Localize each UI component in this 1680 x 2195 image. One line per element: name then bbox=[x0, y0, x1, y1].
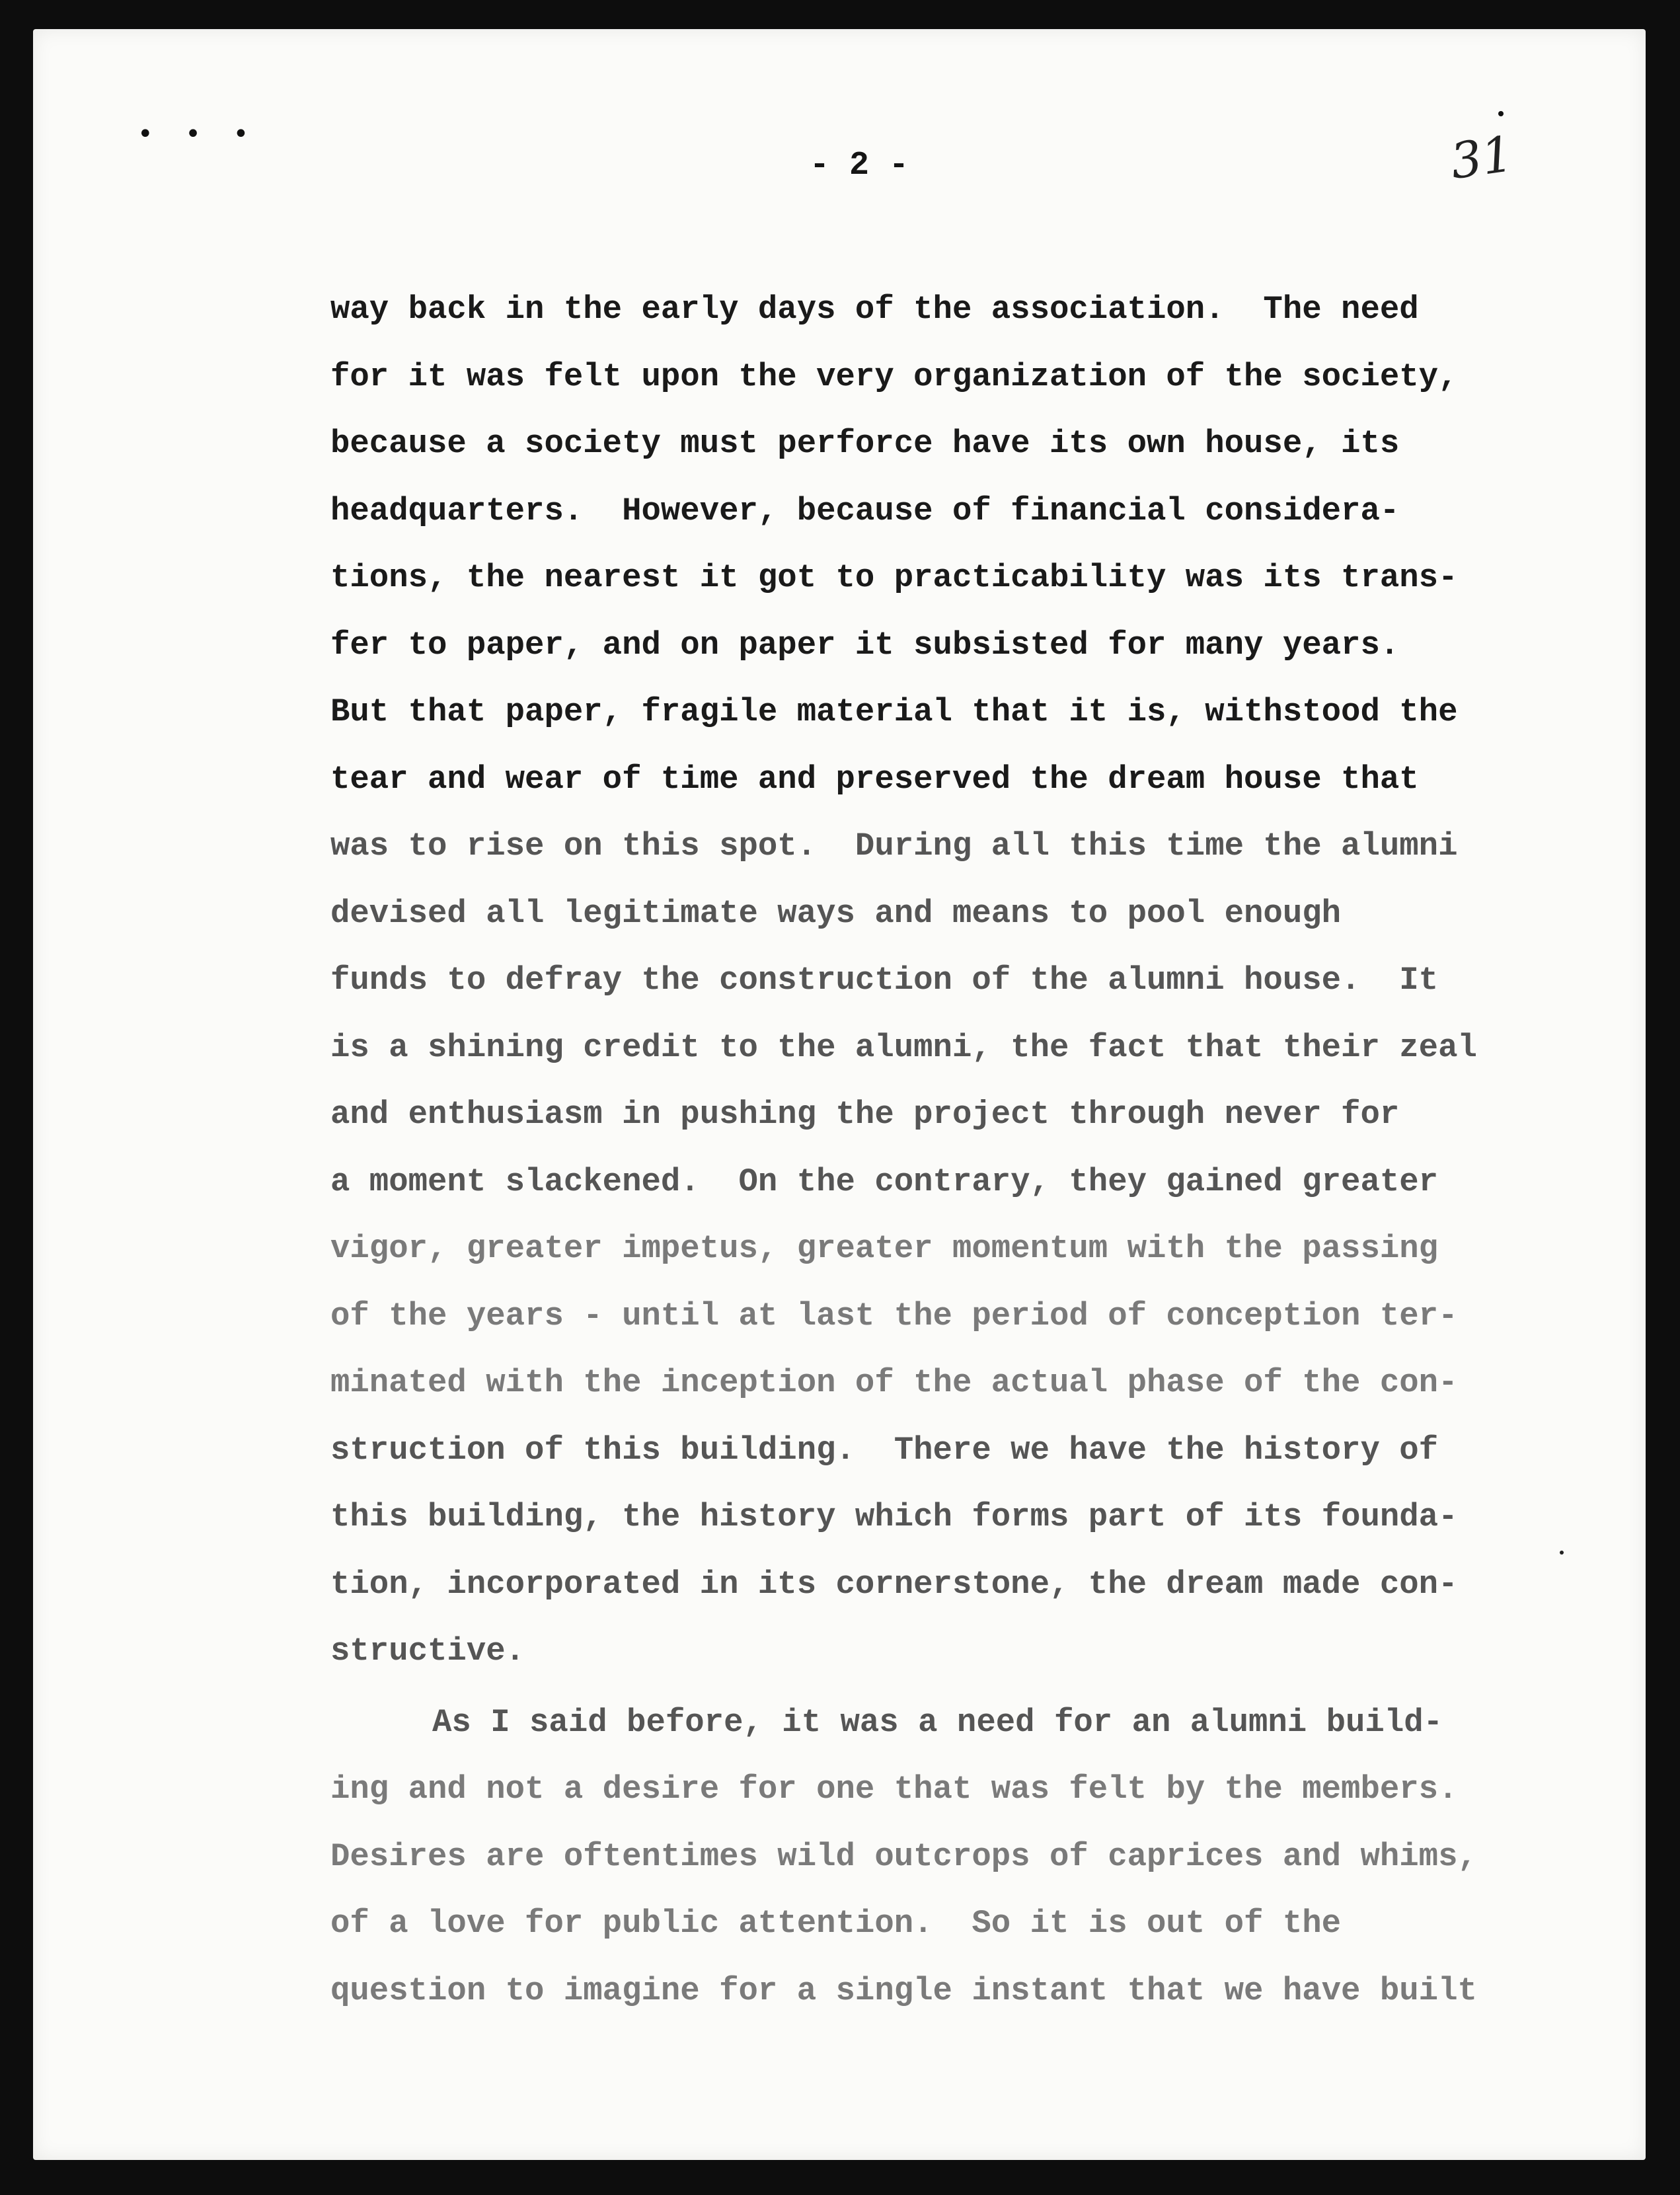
text-line: tion, incorporated in its cornerstone, the dream made con- bbox=[330, 1565, 1458, 1603]
text-line: and enthusiasm in pushing the project through never for bbox=[330, 1096, 1400, 1133]
text-line: is a shining credit to the alumni, the fact that their zeal bbox=[330, 1028, 1477, 1066]
text-line: for it was felt upon the very organization of the society, bbox=[330, 358, 1458, 395]
text-line: Desires are oftentimes wild outcrops of caprices and whims, bbox=[330, 1837, 1477, 1875]
text-line: vigor, greater impetus, greater momentum with the passing bbox=[330, 1230, 1439, 1267]
text-line: devised all legitimate ways and means to pool enough bbox=[330, 894, 1342, 932]
scan-speck bbox=[1498, 111, 1504, 116]
corner-marks: • • • bbox=[137, 119, 261, 149]
text-line: But that paper, fragile material that it is, withstood the bbox=[330, 693, 1458, 730]
text-line: struction of this building. There we have the history of bbox=[330, 1431, 1439, 1469]
text-line: funds to defray the construction of the alumni house. It bbox=[330, 962, 1439, 999]
text-line: ing and not a desire for one that was felt by the members. bbox=[330, 1771, 1458, 1808]
text-line: question to imagine for a single instant that we have built bbox=[330, 1972, 1477, 2009]
text-line: of a love for public attention. So it is out of the bbox=[330, 1905, 1342, 1942]
text-line: a moment slackened. On the contrary, they gained greater bbox=[330, 1163, 1439, 1200]
text-line: structive. bbox=[330, 1633, 525, 1670]
text-line: was to rise on this spot. During all this time the alumni bbox=[330, 828, 1458, 865]
text-line: because a society must perforce have its own house, its bbox=[330, 425, 1400, 462]
text-line: minated with the inception of the actual phase of the con- bbox=[330, 1364, 1458, 1401]
text-line: way back in the early days of the association. The need bbox=[330, 291, 1419, 328]
text-line: of the years - until at last the period of conception ter- bbox=[330, 1297, 1458, 1334]
body-text bbox=[330, 276, 1586, 2024]
paragraph-first-line: As I said before, it was a need for an alumni build- bbox=[432, 1703, 1443, 1741]
text-line: tions, the nearest it got to practicability was its trans- bbox=[330, 559, 1458, 596]
handwritten-folio-number: 31 bbox=[1447, 125, 1517, 191]
text-line: headquarters. However, because of financial considera- bbox=[330, 492, 1400, 529]
text-line: tear and wear of time and preserved the dream house that bbox=[330, 760, 1419, 798]
page-number: - 2 - bbox=[809, 147, 909, 184]
text-line: this building, the history which forms part of its founda- bbox=[330, 1498, 1458, 1535]
text-line: fer to paper, and on paper it subsisted for many years. bbox=[330, 626, 1400, 664]
